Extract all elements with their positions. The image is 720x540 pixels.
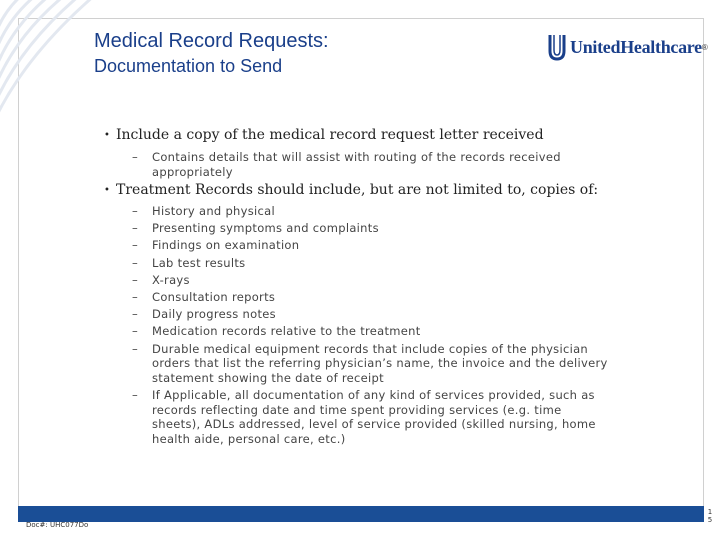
sub-bullet-text: orders that list the referring physician’s name, the invoice and the delivery bbox=[152, 356, 608, 371]
sub-bullet-text: Daily progress notes bbox=[152, 307, 276, 322]
sub-bullet-text: records reflecting date and time spent providing services (e.g. time bbox=[152, 402, 562, 417]
sub-bullet-text: appropriately bbox=[152, 164, 233, 179]
bullet-dot-icon: • bbox=[104, 130, 110, 141]
sub-bullet-text: History and physical bbox=[152, 204, 276, 218]
sub-bullet-text: Consultation reports bbox=[152, 290, 276, 304]
sub-bullet-text: Durable medical equipment records that include copies of the physician bbox=[152, 341, 589, 356]
bullet-text: Include a copy of the medical record request letter received bbox=[116, 127, 544, 143]
dash-icon: – bbox=[132, 150, 139, 164]
uhc-logo-icon bbox=[548, 33, 566, 61]
dash-icon: – bbox=[132, 238, 139, 253]
sub-bullet-text: sheets), ADLs addressed, level of service provided (skilled nursing, home bbox=[152, 417, 596, 432]
company-logo bbox=[548, 32, 708, 62]
sub-bullet-text: Presenting symptoms and complaints bbox=[152, 221, 379, 236]
decorative-arcs bbox=[0, 0, 95, 130]
logo-text: UnitedHealthcare bbox=[570, 36, 702, 57]
sub-bullet-text: If Applicable, all documentation of any kind of services provided, such as bbox=[152, 388, 595, 402]
trademark-symbol: ® bbox=[701, 42, 708, 52]
sub-bullet-text: statement showing the date of receipt bbox=[152, 370, 384, 385]
dash-icon: – bbox=[132, 272, 139, 287]
page-number-digit-2: 5 bbox=[707, 516, 713, 524]
page-number-digit-1: 1 bbox=[707, 508, 713, 516]
dash-icon: – bbox=[132, 341, 139, 356]
dash-icon: – bbox=[132, 388, 139, 402]
page-number bbox=[706, 508, 714, 524]
slide-subtitle: Documentation to Send bbox=[94, 56, 283, 76]
slide-frame bbox=[18, 18, 704, 522]
dash-icon: – bbox=[132, 324, 139, 339]
slide-title: Medical Record Requests: bbox=[94, 30, 329, 52]
sub-bullet-text: Lab test results bbox=[152, 255, 246, 270]
footer-bar bbox=[18, 506, 704, 522]
sub-bullet-text: health aide, personal care, etc.) bbox=[152, 431, 346, 446]
document-id: Doc#: UHC077Do bbox=[26, 521, 89, 529]
dash-icon: – bbox=[132, 307, 139, 322]
dash-icon: – bbox=[132, 204, 139, 218]
bullet-text: Treatment Records should include, but are not limited to, copies of: bbox=[116, 182, 599, 198]
dash-icon: – bbox=[132, 290, 139, 304]
sub-bullet-text: X-rays bbox=[152, 272, 190, 287]
dash-icon: – bbox=[132, 255, 139, 270]
sub-bullet-text: Contains details that will assist with routing of the records received bbox=[152, 150, 561, 164]
sub-bullet-text: Findings on examination bbox=[152, 238, 300, 253]
dash-icon: – bbox=[132, 221, 139, 236]
sub-bullet-text: Medication records relative to the treatment bbox=[152, 324, 421, 339]
bullet-dot-icon: • bbox=[104, 185, 110, 196]
